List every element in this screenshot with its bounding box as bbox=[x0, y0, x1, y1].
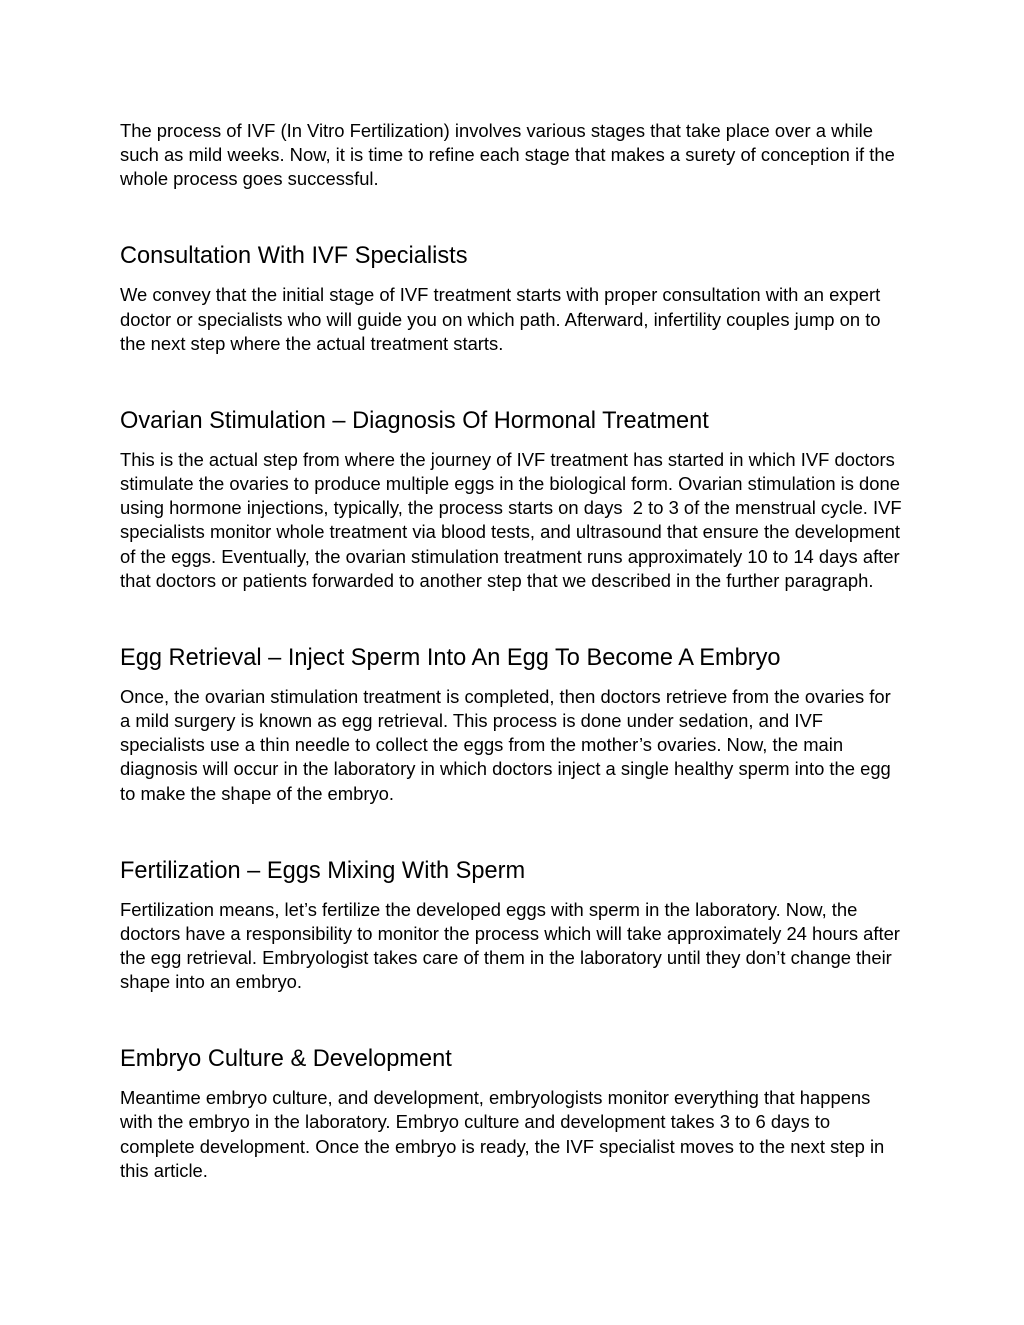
heading-ovarian-stimulation: Ovarian Stimulation – Diagnosis Of Hormonal Treatment bbox=[120, 407, 709, 434]
paragraph-fertilization: Fertilization means, let’s fertilize the developed eggs with sperm in the laboratory. Now, the doctors have a responsibility to monitor the process which will take approximately 24 hours after the egg retrieval. Embryologist takes care of them in the laboratory until they don’t change their shape into an embryo. bbox=[120, 898, 900, 993]
section-fertilization bbox=[120, 857, 904, 995]
heading-embryo-culture-development: Embryo Culture & Development bbox=[120, 1046, 452, 1073]
heading-egg-retrieval: Egg Retrieval – Inject Sperm Into An Egg To Become A Embryo bbox=[120, 644, 781, 671]
section-consultation bbox=[120, 242, 904, 355]
heading-fertilization: Fertilization – Eggs Mixing With Sperm bbox=[120, 857, 526, 884]
heading-consultation-with-ivf-specialists: Consultation With IVF Specialists bbox=[120, 243, 468, 270]
section-embryo-culture bbox=[120, 1045, 904, 1183]
section-ovarian-stimulation bbox=[120, 407, 904, 593]
paragraph-consultation: We convey that the initial stage of IVF treatment starts with proper consultation with an expert doctor or specialists who will guide you on which path. Afterward, infertility couples jump on to the next step where the actual treatment starts. bbox=[120, 284, 881, 354]
intro-paragraph: The process of IVF (In Vitro Fertilization) involves various stages that take place over a while such as mild weeks. Now, it is time to refine each stage that makes a surety of conception if the whole process goes successful. bbox=[120, 120, 895, 190]
paragraph-embryo-culture: Meantime embryo culture, and development, embryologists monitor everything that happens with the embryo in the laboratory. Embryo culture and development takes 3 to 6 days to complete development. Once the embryo is ready, the IVF specialist moves to the next step in this article. bbox=[120, 1087, 885, 1181]
paragraph-ovarian-stimulation: This is the actual step from where the journey of IVF treatment has started in which IVF doctors stimulate the ovaries to produce multiple eggs in the biological form. Ovarian stimulation is done using hormone injections, typically, the process starts on days 2 to 3 of the menstrual cycle. IVF specialists monitor whole treatment via blood tests, and ultrasound that ensure the development of the eggs. Eventually, the ovarian stimulation treatment runs approximately 10 to 14 days after that doctors or patients forwarded to another step that we described in the further paragraph. bbox=[120, 448, 902, 591]
paragraph-egg-retrieval: Once, the ovarian stimulation treatment is completed, then doctors retrieve from the ovaries for a mild surgery is known as egg retrieval. This process is done under sedation, and IVF specialists use a thin needle to collect the eggs from the mother’s ovaries. Now, the main diagnosis will occur in the laboratory in which doctors inject a single healthy sperm into the egg to make the shape of the embryo. bbox=[120, 685, 891, 804]
section-egg-retrieval bbox=[120, 644, 904, 806]
